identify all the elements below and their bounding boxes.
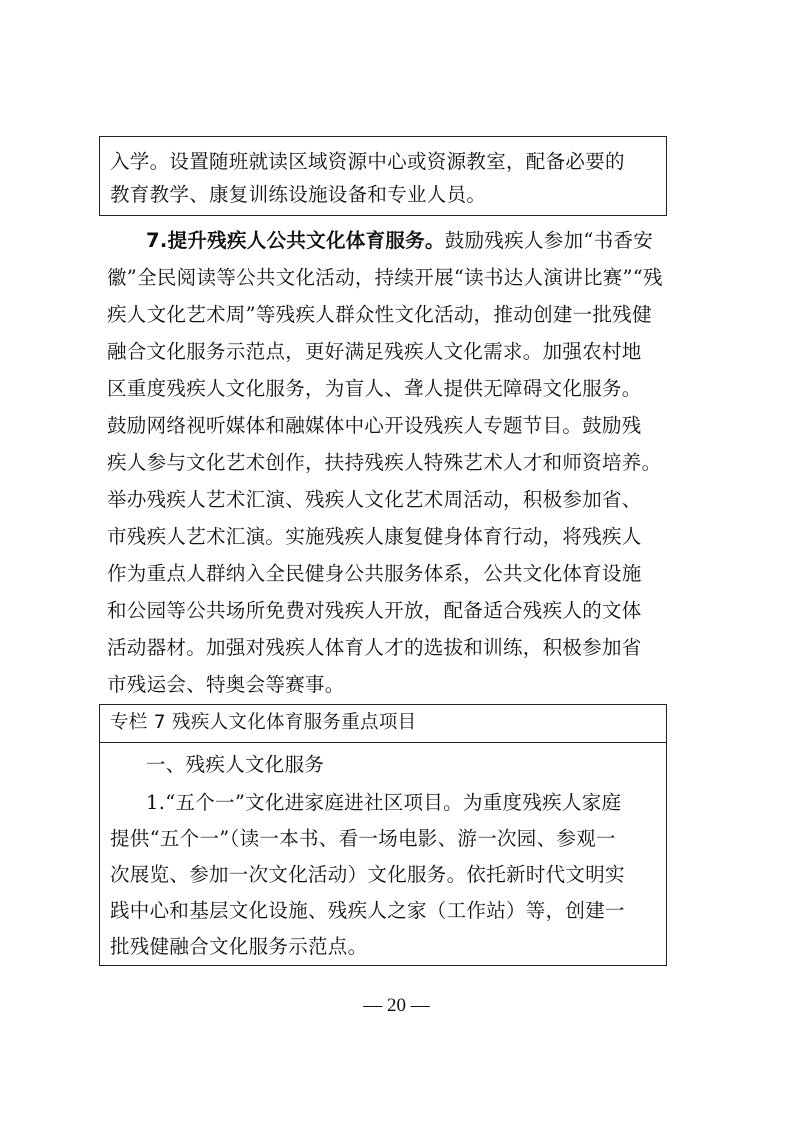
- section7-line-6: 鼓励网络视听媒体和融媒体中心开设残疾人专题节目。鼓励残: [107, 414, 642, 437]
- top-box-line-1: 入学。设置随班就读区域资源中心或资源教室，配备必要的: [110, 150, 625, 173]
- section7-line-1: 鼓励残疾人参加“书香安: [444, 229, 654, 252]
- section7-line-3: 疾人文化艺术周”等残疾人群众性文化活动，推动创建一批残健: [107, 303, 652, 326]
- column-box-title: 专栏 7 残疾人文化体育服务重点项目: [110, 712, 417, 733]
- section7-line-11: 和公园等公共场所免费对残疾人开放，配备适合残疾人的文体: [107, 599, 642, 622]
- column-box-line-2: 提供“五个一”（读一本书、看一场电影、游一次园、参观一: [110, 827, 616, 850]
- column-box-line-4: 践中心和基层文化设施、残疾人之家（工作站）等，创建一: [110, 899, 625, 922]
- column-box-line-5: 批残健融合文化服务示范点。: [110, 935, 368, 958]
- section7-line-13: 市残运会、特奥会等赛事。: [107, 673, 345, 696]
- section7-first-line: [146, 226, 653, 256]
- section7-heading: 7.提升残疾人公共文化体育服务。: [146, 229, 445, 252]
- column-box-line-1: 1.“五个一”文化进家庭进社区项目。为重度残疾人家庭: [146, 791, 622, 814]
- section7-line-2: 徽”全民阅读等公共文化活动，持续开展“读书达人演讲比赛”“残: [107, 266, 663, 289]
- section7-line-12: 活动器材。加强对残疾人体育人才的选拔和训练，积极参加省: [107, 636, 642, 659]
- column-box-subheading: 一、残疾人文化服务: [146, 753, 325, 776]
- section7-line-5: 区重度残疾人文化服务，为盲人、聋人提供无障碍文化服务。: [107, 377, 642, 400]
- section7-line-8: 举办残疾人艺术汇演、残疾人文化艺术周活动，积极参加省、: [107, 488, 642, 511]
- column-box-line-3: 次展览、参加一次文化活动）文化服务。依托新时代文明实: [110, 863, 625, 886]
- column-box-divider: [99, 742, 667, 743]
- section7-line-7: 疾人参与文化艺术创作，扶持残疾人特殊艺术人才和师资培养。: [107, 451, 662, 474]
- section7-line-9: 市残疾人艺术汇演。实施残疾人康复健身体育行动，将残疾人: [107, 525, 642, 548]
- page-number: — 20 —: [363, 995, 430, 1016]
- top-box-line-2: 教育教学、康复训练设施设备和专业人员。: [110, 183, 487, 206]
- section7-line-4: 融合文化服务示范点，更好满足残疾人文化需求。加强农村地: [107, 340, 642, 363]
- section7-line-10: 作为重点人群纳入全民健身公共服务体系，公共文化体育设施: [107, 562, 642, 585]
